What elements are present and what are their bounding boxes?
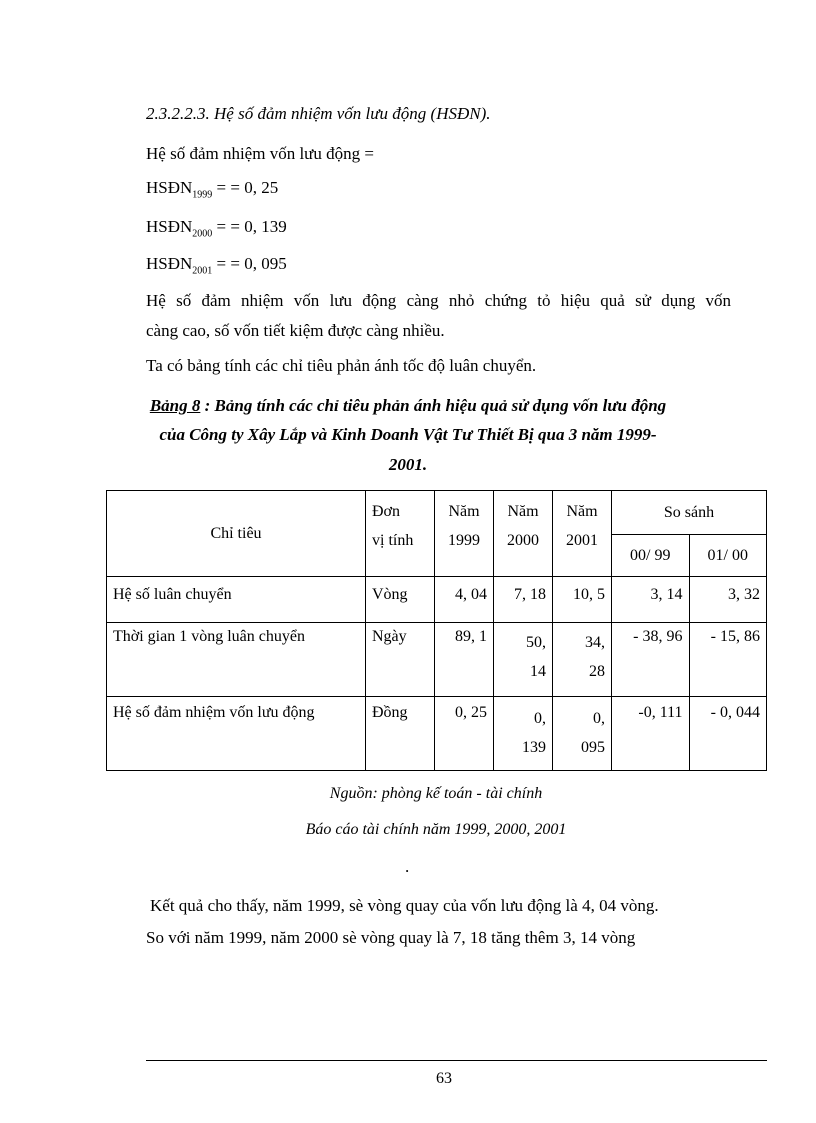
row-00-99: - 38, 96 [612,623,690,697]
paragraph-2: Ta có bảng tính các chỉ tiêu phản ánh tốc độ luân chuyển. [146,356,537,375]
row-2001: 34, 28 [553,623,612,697]
paragraph-1-line-1: Hệ số đảm nhiệm vốn lưu động càng nhỏ chứng tỏ hiệu quả sử dụng vốn [146,291,731,310]
header-2000: Năm 2000 [494,491,553,577]
paragraph-3-line-1: Kết quả cho thấy, năm 1999, sè vòng quay của vốn lưu động là 4, 04 vòng. [150,896,659,915]
row-name: Thời gian 1 vòng luân chuyển [107,623,366,697]
paragraph-1-line-2: càng cao, số vốn tiết kiệm được càng nhiều. [146,321,445,340]
hsdn-value: = = 0, 095 [216,254,287,273]
hsdn-1999 [146,178,278,200]
row-2001: 10, 5 [553,577,612,623]
table-row [107,623,767,697]
row-00-99: 3, 14 [612,577,690,623]
table-row [107,697,767,771]
row-unit: Vòng [366,577,435,623]
source-line-1: Nguồn: phòng kế toán - tài chính [329,785,543,802]
table-row [107,577,767,623]
formula-label: Hệ số đảm nhiệm vốn lưu động = [146,144,374,163]
row-1999: 0, 25 [435,697,494,771]
header-chitieu: Chỉ tiêu [107,491,366,577]
row-2000: 7, 18 [494,577,553,623]
row-name: Hệ số đảm nhiệm vốn lưu động [107,697,366,771]
table-title-line-1 [88,396,728,416]
hsdn-prefix: HSĐN [146,217,193,236]
paragraph-3-line-2: So với năm 1999, năm 2000 sè vòng quay là 7, 18 tăng thêm 3, 14 vòng [146,928,636,947]
table-title-line-3: 2001. [388,455,428,474]
header-unit: Đơn vị tính [366,491,435,577]
hsdn-value: = = 0, 139 [216,217,287,236]
table-label: Bảng 8 [149,396,201,415]
header-2001: Năm 2001 [553,491,612,577]
page-number: 63 [436,1070,452,1087]
table-title-line-2: của Công ty Xây Lắp và Kinh Doanh Vật Tư Thiết Bị qua 3 năm 1999- [159,425,657,444]
hsdn-2000 [146,217,287,239]
hsdn-prefix: HSĐN [146,254,193,273]
header-00-99: 00/ 99 [612,535,690,577]
row-01-00: - 0, 044 [689,697,767,771]
row-00-99: -0, 111 [612,697,690,771]
section-heading: 2.3.2.2.3. Hệ số đảm nhiệm vốn lưu động (HSĐN). [146,104,491,123]
footer-rule [146,1060,767,1061]
hsdn-prefix: HSĐN [146,178,193,197]
hsdn-year: 1999 [192,189,213,201]
header-1999: Năm 1999 [435,491,494,577]
header-01-00: 01/ 00 [689,535,767,577]
row-01-00: - 15, 86 [689,623,767,697]
row-unit: Ngày [366,623,435,697]
table-title-text: : Bảng tính các chỉ tiêu phản ánh hiệu quả sử dụng vốn lưu động [200,396,667,415]
hsdn-year: 2000 [192,228,213,240]
source-line-2: Báo cáo tài chính năm 1999, 2000, 2001 [305,821,567,838]
row-2001: 0, 095 [553,697,612,771]
hsdn-2001 [146,254,287,276]
header-compare: So sánh [612,491,767,535]
hsdn-year: 2001 [192,265,213,277]
row-2000: 0, 139 [494,697,553,771]
hsdn-value: = = 0, 25 [216,178,279,197]
row-unit: Đồng [366,697,435,771]
row-name: Hệ số luân chuyển [107,577,366,623]
efficiency-table [106,490,767,771]
row-1999: 4, 04 [435,577,494,623]
row-1999: 89, 1 [435,623,494,697]
stray-dot: . [405,857,410,876]
row-01-00: 3, 32 [689,577,767,623]
row-2000: 50, 14 [494,623,553,697]
